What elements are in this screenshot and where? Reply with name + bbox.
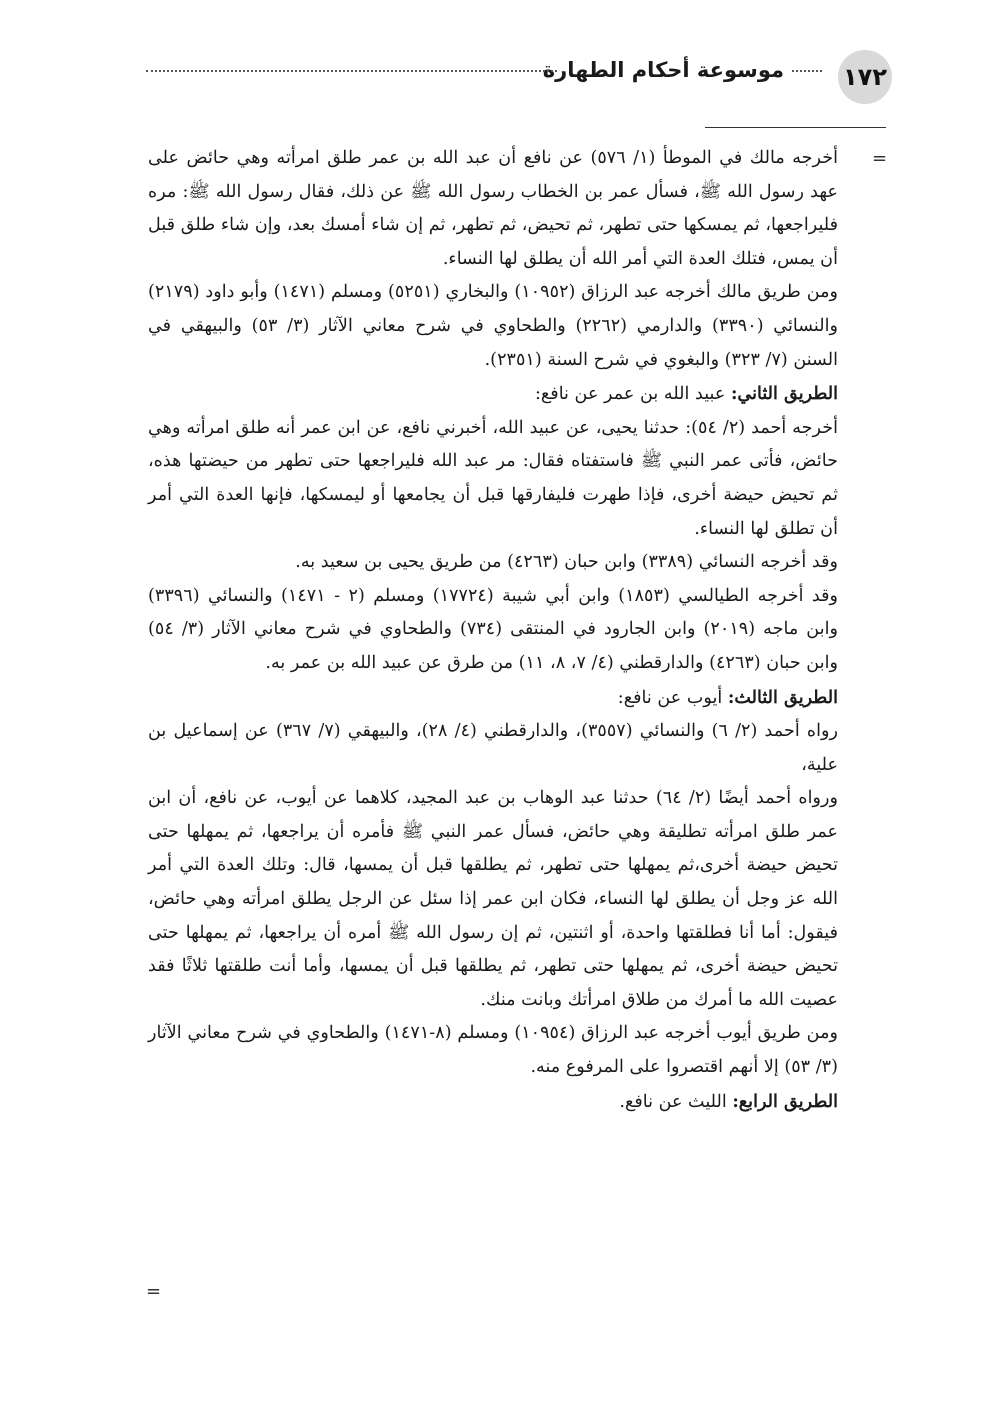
- continuation-mark-top: =: [872, 148, 888, 169]
- route-label: الطريق الثالث:: [727, 686, 838, 708]
- continuation-mark-bottom: =: [146, 1281, 162, 1302]
- paragraph-tayalisi-sources: وقد أخرجه الطيالسي (١٨٥٣) وابن أبي شيبة (١٧٧٢٤) ومسلم (٢ - ١٤٧١) والنسائي (٣٣٩٦) وابن ماجه (٢٠١٩) وابن الجارود في المنتقى (٧٣٤) والطحاوي في شرح معاني الآثار (٣/ ٥٤) وابن حبان (٤٢٦٣) والدارقطني (٤/ ٧، ٨، ١١) من طرق عن عبيد الله بن عمر به.: [148, 585, 839, 673]
- route-label: الطريق الثاني:: [730, 383, 838, 405]
- paragraph-nasai-ibn-hibban: وقد أخرجه النسائي (٣٣٨٩) وابن حبان (٤٢٦٣) من طريق يحيى بن سعيد به.: [295, 552, 838, 573]
- header-dot-leader-right: [792, 70, 822, 72]
- header-dot-leader-left: [146, 70, 557, 72]
- section-heading-second-route: الطريق الثاني: عبيد الله بن عمر عن نافع:: [535, 383, 838, 405]
- footnote-separator-rule: [705, 127, 886, 128]
- paragraph-malik-muwatta: أخرجه مالك في الموطأ (١/ ٥٧٦) عن نافع أن عبد الله بن عمر طلق امرأته وهي حائض على عهد رسول الله ﷺ، فسأل عمر بن الخطاب رسول الله ﷺ عن ذلك، فقال رسول الله ﷺ: مره فليراجعها، ثم يمسكها حتى تطهر، ثم تحيض، ثم تطهر، ثم إن شاء أمسك بعد، وإن شاء طلق قبل أن يمس، فتلك العدة التي أمر الله أن يطلق لها النساء.: [148, 148, 838, 269]
- paragraph-ahmad-ismail: رواه أحمد (٢/ ٦) والنسائي (٣٥٥٧)، والدارقطني (٤/ ٢٨)، والبيهقي (٧/ ٣٦٧) عن إسماعيل بن علية،: [148, 721, 838, 775]
- paragraph-ahmad-abdulwahhab: ورواه أحمد أيضًا (٢/ ٦٤) حدثنا عبد الوهاب بن عبد المجيد، كلاهما عن أيوب، عن نافع، أن ابن عمر طلق امرأته تطليقة وهي حائض، فسأل عمر النبي ﷺ فأمره أن يراجعها، ثم يمهلها حتى تحيض حيضة أخرى،ثم يمهلها حتى تطهر، ثم يطلقها قبل أن يمسها، قال: وتلك العدة التي أمر الله عز وجل أن يطلق لها النساء، فكان ابن عمر إذا سئل عن الرجل يطلق امرأته وهي حائض، فيقول: أما أنا فطلقتها واحدة، أو اثنتين، ثم إن رسول الله ﷺ أمره أن يراجعها، ثم يمهلها حتى تحيض حيضة أخرى، ثم يمهلها حتى تطهر، ثم يطلقها قبل أن يمسها، وأما أنت طلقتها ثلاثًا فقد عصيت الله ما أمرك من طلاق امرأتك وبانت منك.: [148, 788, 839, 1010]
- footnote-body: [148, 142, 838, 1119]
- paragraph-ayyub-route-sources: ومن طريق أيوب أخرجه عبد الرزاق (١٠٩٥٤) ومسلم (٨-١٤٧١) والطحاوي في شرح معاني الآثار (٣/ ٥٣) إلا أنهم اقتصروا على المرفوع منه.: [148, 1023, 838, 1078]
- page-header: [140, 44, 892, 102]
- section-heading-third-route: الطريق الثالث: أيوب عن نافع:: [617, 686, 838, 708]
- section-heading-fourth-route: الطريق الرابع: الليث عن نافع.: [619, 1090, 838, 1112]
- running-title: موسوعة أحكام الطهارة: [542, 58, 784, 82]
- route-label: الطريق الرابع:: [732, 1090, 838, 1112]
- paragraph-malik-route-sources: ومن طريق مالك أخرجه عبد الرزاق (١٠٩٥٢) والبخاري (٥٢٥١) ومسلم (١٤٧١) وأبو داود (٢١٧٩) والنسائي (٣٣٩٠) والدارمي (٢٢٦٢) والطحاوي في شرح معاني الآثار (٣/ ٥٣) والبيهقي في السنن (٧/ ٣٢٣) والبغوي في شرح السنة (٢٣٥١).: [148, 282, 839, 370]
- page-number: ١٧٢: [838, 50, 892, 104]
- paragraph-ahmad-narration: أخرجه أحمد (٢/ ٥٤): حدثنا يحيى، عن عبيد الله، أخبرني نافع، عن ابن عمر أنه طلق امرأته وهي حائض، فأتى عمر النبي ﷺ فاستفتاه فقال: مر عبد الله فليراجعها حتى تطهر من حيضتها هذه، ثم تحيض حيضة أخرى، فإذا طهرت فليفارقها قبل أن يجامعها أو ليمسكها، فإنها العدة التي أمر أن تطلق لها النساء.: [148, 417, 838, 539]
